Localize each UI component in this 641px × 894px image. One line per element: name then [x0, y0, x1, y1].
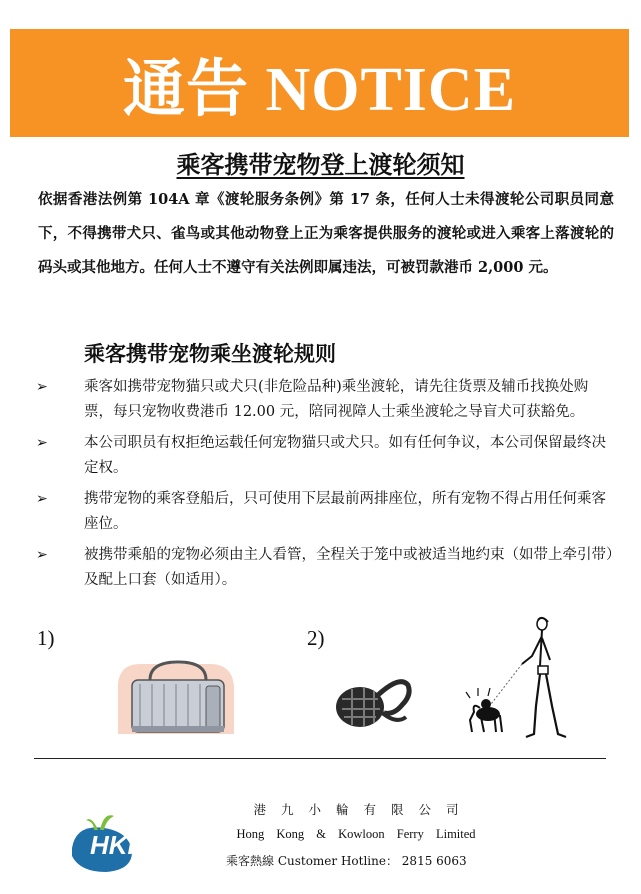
illustration-label-2: 2)	[307, 626, 325, 650]
page-title-text: 乘客携带宠物登上渡轮须知	[176, 150, 465, 179]
rule-text: 被携带乘船的宠物必须由主人看管，全程关于笼中或被适当地约束（如带上牵引带）及配上口套（如适用）。	[84, 547, 614, 588]
list-item	[34, 431, 624, 481]
company-info	[196, 800, 516, 842]
customer-hotline: 乘客熱線 Customer Hotline： 2815 6063	[226, 854, 467, 868]
arrow-bullet-icon: ➢	[36, 435, 48, 451]
illustration-label-1: 1)	[37, 626, 55, 650]
banner-title: 通告 NOTICE	[122, 55, 517, 124]
company-name-en: Hong Kong & Kowloon Ferry Limited	[236, 827, 476, 841]
rules-list	[34, 375, 624, 599]
intro-paragraph: 依据香港法例第 104A 章《渡轮服务条例》第 17 条，任何人士未得渡轮公司职员同意下，不得携带犬只、雀鸟或其他动物登上正为乘客提供服务的渡轮或进入乘客上落渡轮的码头或其他地方。任何人士不遵守有关法例即属违法，可被罚款港币 2,000 元。	[38, 191, 614, 276]
hkkf-logo	[70, 808, 202, 876]
page-title	[0, 145, 641, 180]
footer-divider	[34, 758, 606, 759]
dog-walking-icon	[462, 616, 584, 740]
rules-heading: 乘客携带宠物乘坐渡轮规则	[84, 341, 336, 366]
list-item	[34, 543, 624, 593]
notice-banner	[10, 29, 629, 137]
arrow-bullet-icon: ➢	[36, 491, 48, 507]
rule-text: 乘客如携带宠物猫只或犬只(非危险品种)乘坐渡轮，请先往货票及辅币找换处购票，每只宠物收费港币 12.00 元，陪同视障人士乘坐渡轮之导盲犬可获豁免。	[84, 379, 589, 420]
logo-text: HKKF	[90, 830, 163, 860]
arrow-bullet-icon: ➢	[36, 379, 48, 395]
arrow-bullet-icon: ➢	[36, 547, 48, 563]
dog-muzzle-icon	[330, 665, 412, 737]
pet-carrier-icon	[110, 656, 240, 740]
list-item	[34, 487, 624, 537]
rule-text: 携带宠物的乘客登船后，只可使用下层最前两排座位，所有宠物不得占用任何乘客座位。	[84, 491, 606, 532]
list-item	[34, 375, 624, 425]
rule-text: 本公司职员有权拒绝运载任何宠物猫只或犬只。如有任何争议，本公司保留最终决定权。	[84, 435, 606, 476]
company-name-cn: 港九小輪有限公司	[253, 802, 474, 817]
